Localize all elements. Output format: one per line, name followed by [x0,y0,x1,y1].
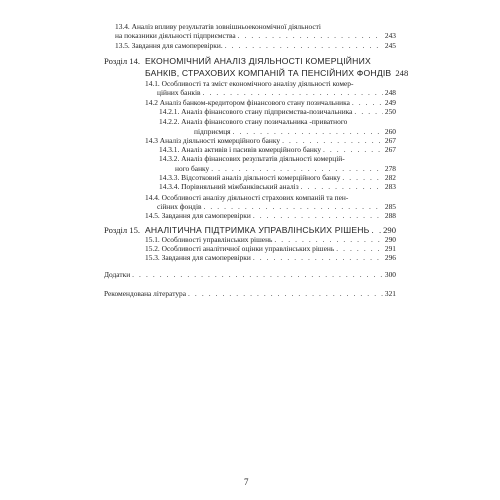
toc-entry-14-2-2-line1: 14.2.2. Аналіз фінансового стану позичальника -приватного [159,117,348,126]
toc-entry-14-3-2 [159,165,396,173]
leader-dots [323,146,383,154]
leader-dots [203,89,383,97]
leader-dots [342,174,383,182]
toc-entry-literature-title: Рекомендована література [104,289,187,298]
chapter-14-title-line1: ЕКОНОМІЧНИЙ АНАЛІЗ ДІЯЛЬНОСТІ КОМЕРЦІЙНИХ [145,56,371,66]
toc-entry-13-5-title: 13.5. Завдання для самоперевірки. [115,41,223,50]
toc-page-14-2: 249 [384,98,396,107]
toc-entry-14-3 [145,137,396,145]
leader-dots [225,42,383,50]
toc-page-13-4: 243 [384,31,396,40]
toc-entry-14-1 [145,89,396,97]
toc-entry-14-3-2-line2: ного банку [175,164,210,173]
toc-entry-14-2 [145,99,396,107]
toc-page-ch15: 290 [383,225,396,235]
toc-page-15-2: 291 [384,244,396,253]
toc-entry-14-5 [145,212,396,220]
toc-entry-14-2-2 [159,128,396,136]
toc-entry-14-5-title: 14.5. Завдання для самоперевірки [145,211,251,220]
toc-entry-14-2-1-title: 14.2.1. Аналіз фінансового стану підприємства-позичальника [159,107,353,116]
toc-entry-15-3-title: 15.3. Завдання для самоперевірки [145,253,251,262]
toc-page-14-3-1: 267 [384,145,396,154]
leader-dots [253,212,383,220]
toc-page-14-1: 248 [384,88,396,97]
toc-entry-14-2-1 [159,108,396,116]
toc-entry-14-1-line1: 14.1. Особливості та зміст економічного аналізу діяльності комер- [145,79,354,88]
leader-dots [132,271,383,279]
toc-page-14-5: 288 [384,211,396,220]
toc-entry-14-1-line2: ційних банків [157,88,201,97]
toc-page-14-3: 267 [384,136,396,145]
leader-dots [372,226,382,235]
leader-dots [238,32,383,40]
toc-entry-14-3-4 [159,183,396,191]
toc-entry-14-2-2-line2: підприємця [194,127,231,136]
toc-entry-13-4-line1: 13.4. Аналіз впливу результатів зовнішньоекономічної діяльності [115,22,321,31]
leader-dots [253,254,383,262]
chapter-15-label: Розділ 15. [104,225,141,235]
chapter-14-label: Розділ 14. [104,56,141,66]
leader-dots [274,236,383,244]
leader-dots [233,128,383,136]
leader-dots [188,290,383,298]
toc-entry-14-3-4-title: 14.3.4. Порівняльний міжбанківський аналіз [159,182,299,191]
toc-entry-13-4-line2: на показники діяльності підприємства [115,31,236,40]
toc-entry-13-5 [115,42,396,50]
toc-page-literature: 321 [384,289,396,298]
leader-dots [204,203,383,211]
toc-page-15-1: 290 [384,235,396,244]
toc-entry-appendices-title: Додатки [104,270,131,279]
toc-entry-appendices [104,271,396,279]
toc-entry-15-1-title: 15.1. Особливості управлінських рішень [145,235,273,244]
toc-page-15-3: 296 [384,253,396,262]
leader-dots [282,137,383,145]
chapter-14-title-line2: БАНКІВ, СТРАХОВИХ КОМПАНІЙ ТА ПЕНСІЙНИХ ФОНДІВ [145,68,392,78]
leader-dots [354,108,382,116]
toc-entry-14-3-1-title: 14.3.1. Аналіз активів і пасивів комерційного банку [159,145,322,154]
toc-page-appendices: 300 [384,270,396,279]
toc-entry-13-4 [115,32,396,40]
toc-page-14-3-3: 282 [384,173,396,182]
toc-entry-14-3-1 [159,146,396,154]
toc-page-14-3-2: 278 [384,164,396,173]
toc-entry-14-4-line2: сійних фондів [157,202,202,211]
toc-entry-15-2 [145,245,396,253]
toc-entry-15-2-title: 15.2. Особливості аналітичної оцінки управлінських рішень [145,244,335,253]
toc-entry-15-3 [145,254,396,262]
toc-page-14-2-2: 260 [384,127,396,136]
leader-dots [211,165,383,173]
leader-dots [352,99,383,107]
toc-entry-14-4 [145,203,396,211]
leader-dots [336,245,383,253]
toc-page-ch14: 248 [395,68,409,78]
toc-page-13-5: 245 [384,41,396,50]
toc-entry-15-1 [145,236,396,244]
leader-dots [301,183,383,191]
toc-entry-14-3-3 [159,174,396,182]
chapter-15-title: АНАЛІТИЧНА ПІДТРИМКА УПРАВЛІНСЬКИХ РІШЕНЬ [145,225,370,235]
toc-entry-14-4-line1: 14.4. Особливості аналізу діяльності страхових компаній та пен- [145,193,349,202]
toc-entry-14-3-2-line1: 14.3.2. Аналіз фінансових результатів діяльності комерцій- [159,154,345,163]
toc-page-14-3-4: 283 [384,182,396,191]
toc-entry-14-3-title: 14.3 Аналіз діяльності комерційного банку [145,136,281,145]
chapter-15 [145,226,396,235]
toc-page-14-2-1: 250 [384,107,396,116]
page-number: 7 [244,477,249,487]
toc-page-14-4: 285 [384,202,396,211]
chapter-14 [145,68,409,78]
toc-entry-14-2-title: 14.2 Аналіз банком-кредитором фінансового стану позичальника [145,98,350,107]
toc-entry-literature [104,290,396,298]
toc-entry-14-3-3-title: 14.3.3. Відсотковий аналіз діяльності комерційного банку [159,173,341,182]
